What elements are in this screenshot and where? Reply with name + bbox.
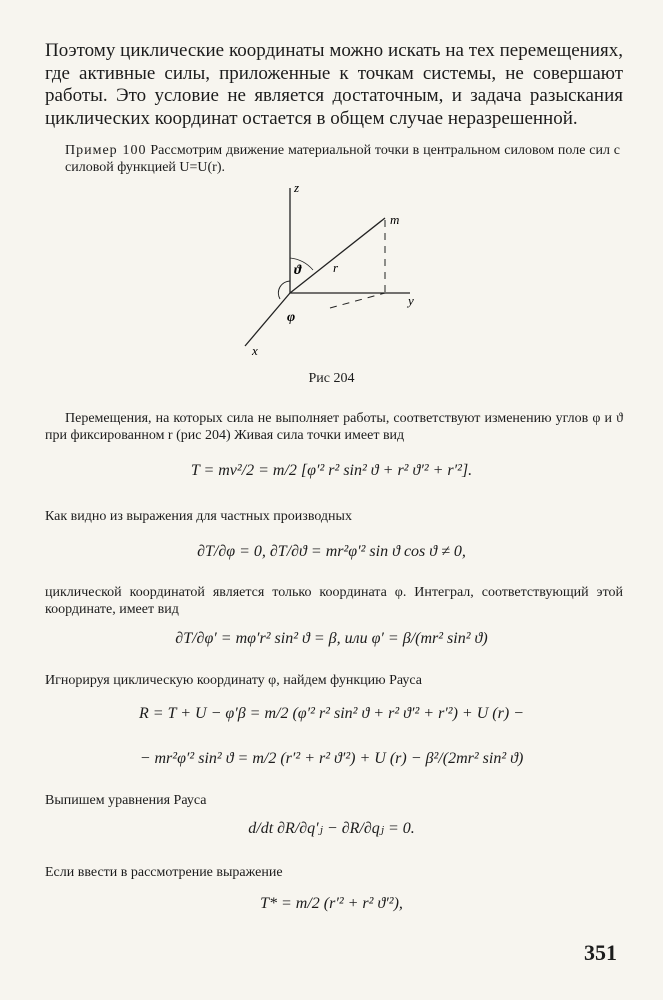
example-text: Рассмотрим движение материальной точки в центральном силовом поле сил с силовой функцией U=U(r). [65,143,621,175]
equation-routh-function-2: − mr²φ′² sin² ϑ = m/2 (r′² + r² ϑ′²) + U (r) − β²/(2mr² sin² ϑ) [139,750,524,767]
label-r: r [333,260,339,275]
label-y: y [408,293,414,308]
equation-routh: d/dt ∂R/∂q′ⱼ − ∂R/∂qⱼ = 0. [248,820,415,837]
equation-kinetic-energy: T = mv²/2 = m/2 [φ′² r² sin² ϑ + r² ϑ′² + r′²]. [190,462,473,479]
label-z: z [294,180,300,195]
example-heading: Пример 100 [65,143,147,158]
displacements-paragraph: Перемещения, на которых сила не выполняет работы, соответствуют изменению углов φ и ϑ при фиксированном r (рис 204) Живая сила точки имеет вид [45,411,623,443]
intro-paragraph: Поэтому циклические координаты можно искать на тех перемещениях, где активные силы, приложенные к точкам системы, не совершают работы. Это условие не является достаточным, и задача разыскания циклических координат остается в общем случае неразрешенной. [45,40,623,129]
cyclic-paragraph: циклической координатой является только координата φ. Интеграл, соответствующий этой координате, имеет вид [45,585,623,617]
equation-integral: ∂T/∂φ′ = mφ′r² sin² ϑ = β, или φ′ = β/(mr² sin² ϑ) [175,630,488,647]
example-paragraph [65,142,620,176]
equation-t-star: T* = m/2 (r′² + r² ϑ′²), [260,895,403,912]
figure-204 [230,178,430,358]
equation-routh-function-1: R = T + U − φ′β = m/2 (φ′² r² sin² ϑ + r² ϑ′² + r′²) + U (r) − [139,705,524,722]
partials-paragraph: Как видно из выражения для частных производных [45,509,352,524]
routh-paragraph: Игнорируя циклическую координату φ, найдем функцию Рауса [45,673,423,688]
label-m: m [390,212,400,227]
label-phi: φ [287,310,296,325]
write-paragraph: Выпишем уравнения Рауса [45,793,207,808]
consider-paragraph: Если ввести в рассмотрение выражение [45,865,283,880]
figure-caption: Рис 204 [308,371,355,386]
page-number: 351 [584,940,617,965]
equation-partials: ∂T/∂φ = 0, ∂T/∂ϑ = mr²φ′² sin ϑ cos ϑ ≠ 0, [197,543,466,560]
label-theta: ϑ [294,263,302,278]
label-x: x [252,343,258,358]
